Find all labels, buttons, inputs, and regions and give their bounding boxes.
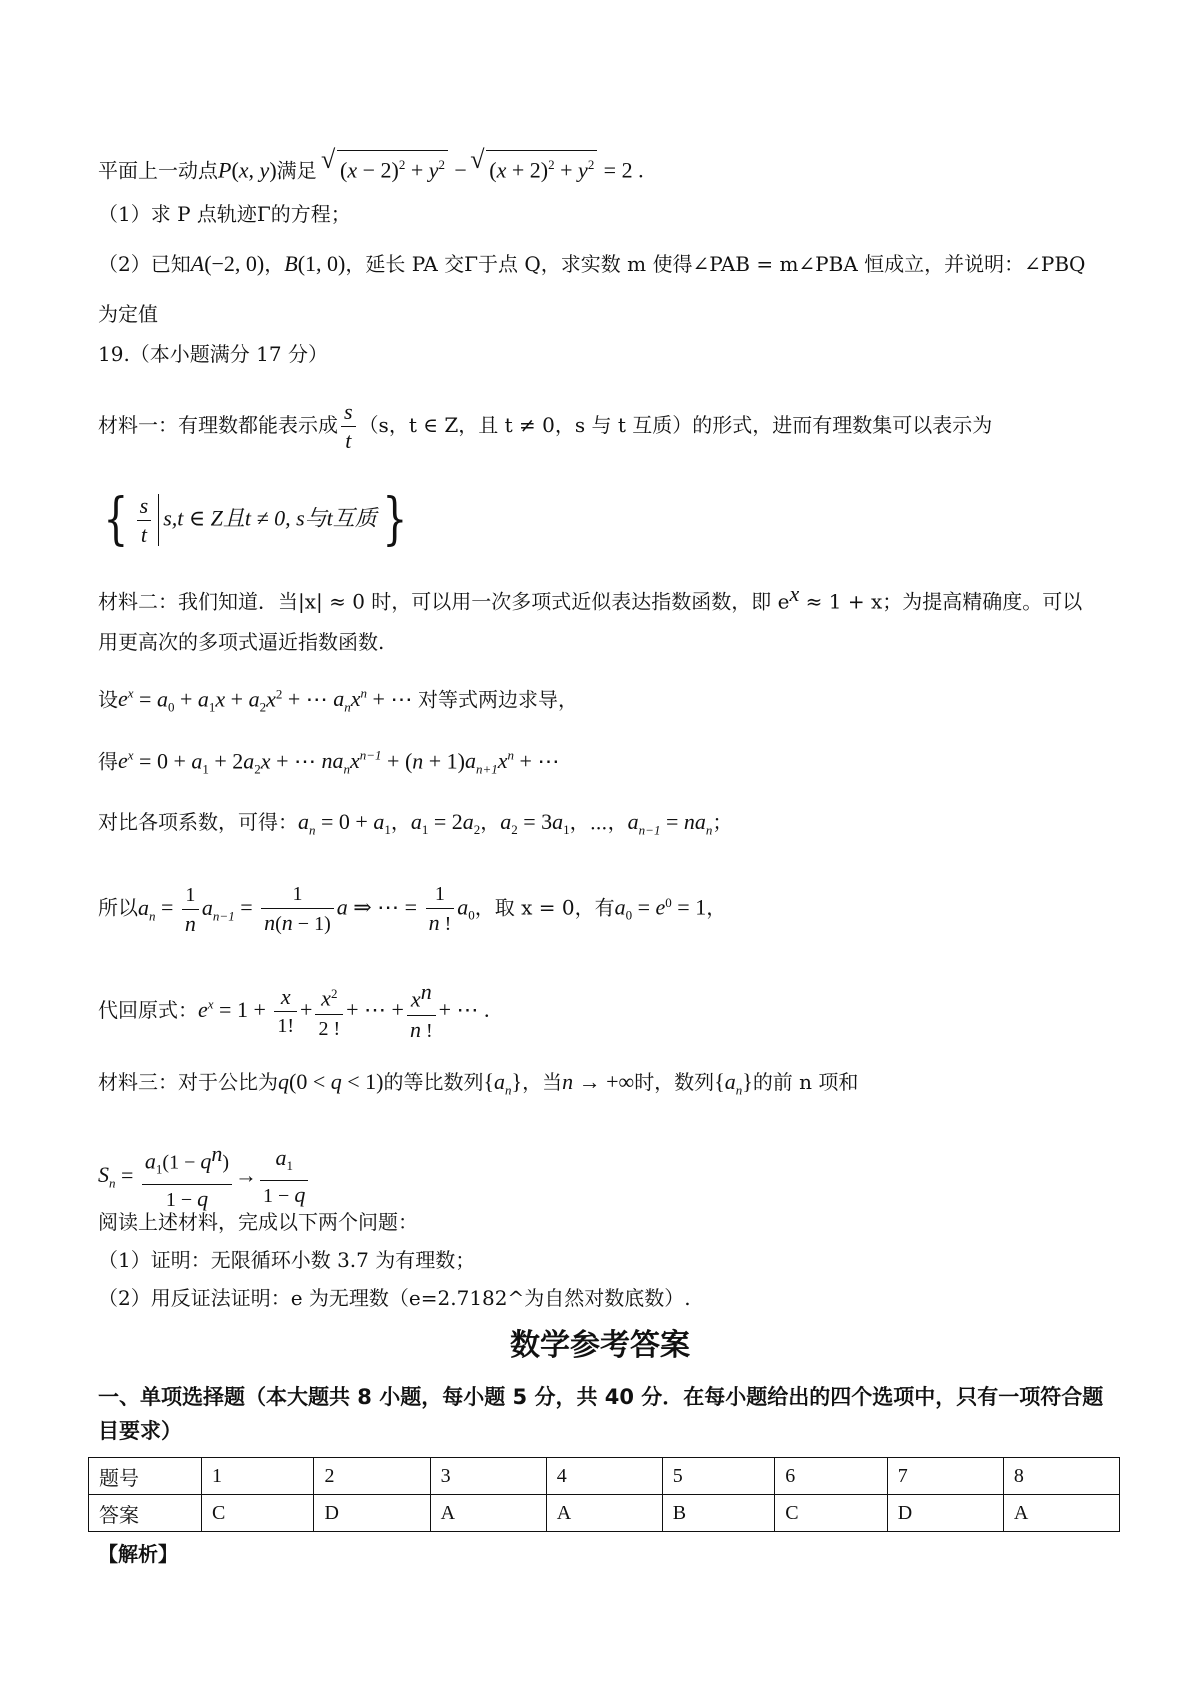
task-2: （2）用反证法证明：e 为无理数（e=2.7182^为自然对数底数）. xyxy=(98,1286,691,1310)
problem-19-title: 19.（本小题满分 17 分） xyxy=(98,342,328,366)
material-1: 材料一：有理数都能表示成 $\frac{s}{t}$ （s，t ∈ Z，且 t ≠ 0，s 与 t 互质）的形式，进而有理数集可以表示为 xyxy=(98,399,993,453)
problem-statement: 平面上一动点P(x, y)满足 √ $(x - 2)^2 + y^2$ − √ $(x + 2)^2 + y^2 = 2$ . xyxy=(98,150,644,184)
table-header-cell: 题号 xyxy=(89,1458,202,1495)
question-number-cell: 5 xyxy=(662,1458,774,1495)
series-expansion: 设$e^x = a_0 + a_1x + a_2x^2$ + ⋯ $a_nx^n$ + ⋯ 对等式两边求导， xyxy=(98,686,578,715)
material-2-continued: 用更高次的多项式逼近指数函数. xyxy=(98,630,385,654)
table-row xyxy=(89,1495,1120,1532)
question-number-cell: 3 xyxy=(430,1458,546,1495)
task-1: （1）证明：无限循环小数 3.7 为有理数； xyxy=(98,1248,476,1272)
answer-heading: 数学参考答案 xyxy=(510,1328,690,1363)
answer-cell: D xyxy=(314,1495,430,1532)
answer-cell: D xyxy=(887,1495,1003,1532)
derivative-expansion: 得$e^x = 0 + a_1 + 2a_2x$ + ⋯ $na_nx^{n-1} + (n + 1)a_{n+1}x^n$ + ⋯ xyxy=(98,748,560,777)
coefficient-comparison: 对比各项系数，可得：$a_n = 0 + a_1$，$a_1 = 2a_2$，$a_2 = 3a_1$，⋯，$a_{n-1} = na_n$； xyxy=(98,809,733,838)
geometric-sum: $S_n$ = $\frac{a_1(1 - q^n)}{1 - q}$ → $\frac{a_1}{1 - q}$ xyxy=(98,1142,311,1212)
reading-prompt: 阅读上述材料，完成以下两个问题： xyxy=(98,1210,418,1234)
question-number-cell: 1 xyxy=(202,1458,314,1495)
answer-cell: A xyxy=(546,1495,662,1532)
question-2: （2）已知A(−2, 0)，B(1, 0)，延长 PA 交Γ于点 Q，求实数 m 使得∠PAB = m∠PBA 恒成立，并说明：∠PBQ xyxy=(98,251,1086,276)
answer-table xyxy=(88,1457,1120,1532)
exp-series: 代回原式：$e^x = 1$ + $\frac{x}{1!}$ + $\frac{x^2}{2 !}$ + ⋯ + $\frac{x^n}{n !}$ + ⋯ . xyxy=(98,979,490,1042)
question-1: （1）求 P 点轨迹Γ的方程； xyxy=(98,202,351,226)
sqrt-expr-2: √ $(x + 2)^2 + y^2$ xyxy=(486,150,597,184)
question-number-cell: 6 xyxy=(775,1458,887,1495)
section-1-title: 一、单项选择题（本大题共 8 小题，每小题 5 分，共 40 分．在每小题给出的四个选项中，只有一项符合题目要求） xyxy=(98,1385,1104,1443)
answer-cell: B xyxy=(662,1495,774,1532)
table-header-cell: 答案 xyxy=(89,1495,202,1532)
rational-set: { $\frac{s}{t}$ s,t ∈ Z且t ≠ 0, s与t互质} xyxy=(103,487,408,552)
answer-cell: C xyxy=(202,1495,314,1532)
text-l1-mid: 满足 xyxy=(276,158,317,183)
question-number-cell: 7 xyxy=(887,1458,1003,1495)
question-2-continued: 为定值 xyxy=(98,302,158,326)
answer-cell: A xyxy=(430,1495,546,1532)
sqrt-expr-1: √ $(x - 2)^2 + y^2$ xyxy=(337,150,448,184)
question-number-cell: 2 xyxy=(314,1458,430,1495)
table-row xyxy=(89,1458,1120,1495)
material-2: 材料二：我们知道．当|x| ≈ 0 时，可以用一次多项式近似表达指数函数，即 $e^x \approx 1 + x$；为提高精确度。可以 xyxy=(98,581,1083,614)
material-3: 材料三：对于公比为q(0 < q < 1)的等比数列$\{a_n\}$，当n → +∞时，数列$\{a_n\}$的前 n 项和 xyxy=(98,1069,859,1098)
question-number-cell: 4 xyxy=(546,1458,662,1495)
answer-cell: C xyxy=(775,1495,887,1532)
recurrence-result: 所以$a_n$ = $\frac{1}{n}$ $a_{n-1}$ = $\frac{1}{n(n - 1)}$ a ⇒ ⋯ = $\frac{1}{n !}$ $a_0$，取 x = 0，有$a_0 = e^0 = 1$， xyxy=(98,883,727,936)
analysis-label: 【解析】 xyxy=(98,1542,178,1566)
question-number-cell: 8 xyxy=(1003,1458,1119,1495)
text-l1-pre: 平面上一动点 xyxy=(98,158,218,183)
answer-cell: A xyxy=(1003,1495,1119,1532)
